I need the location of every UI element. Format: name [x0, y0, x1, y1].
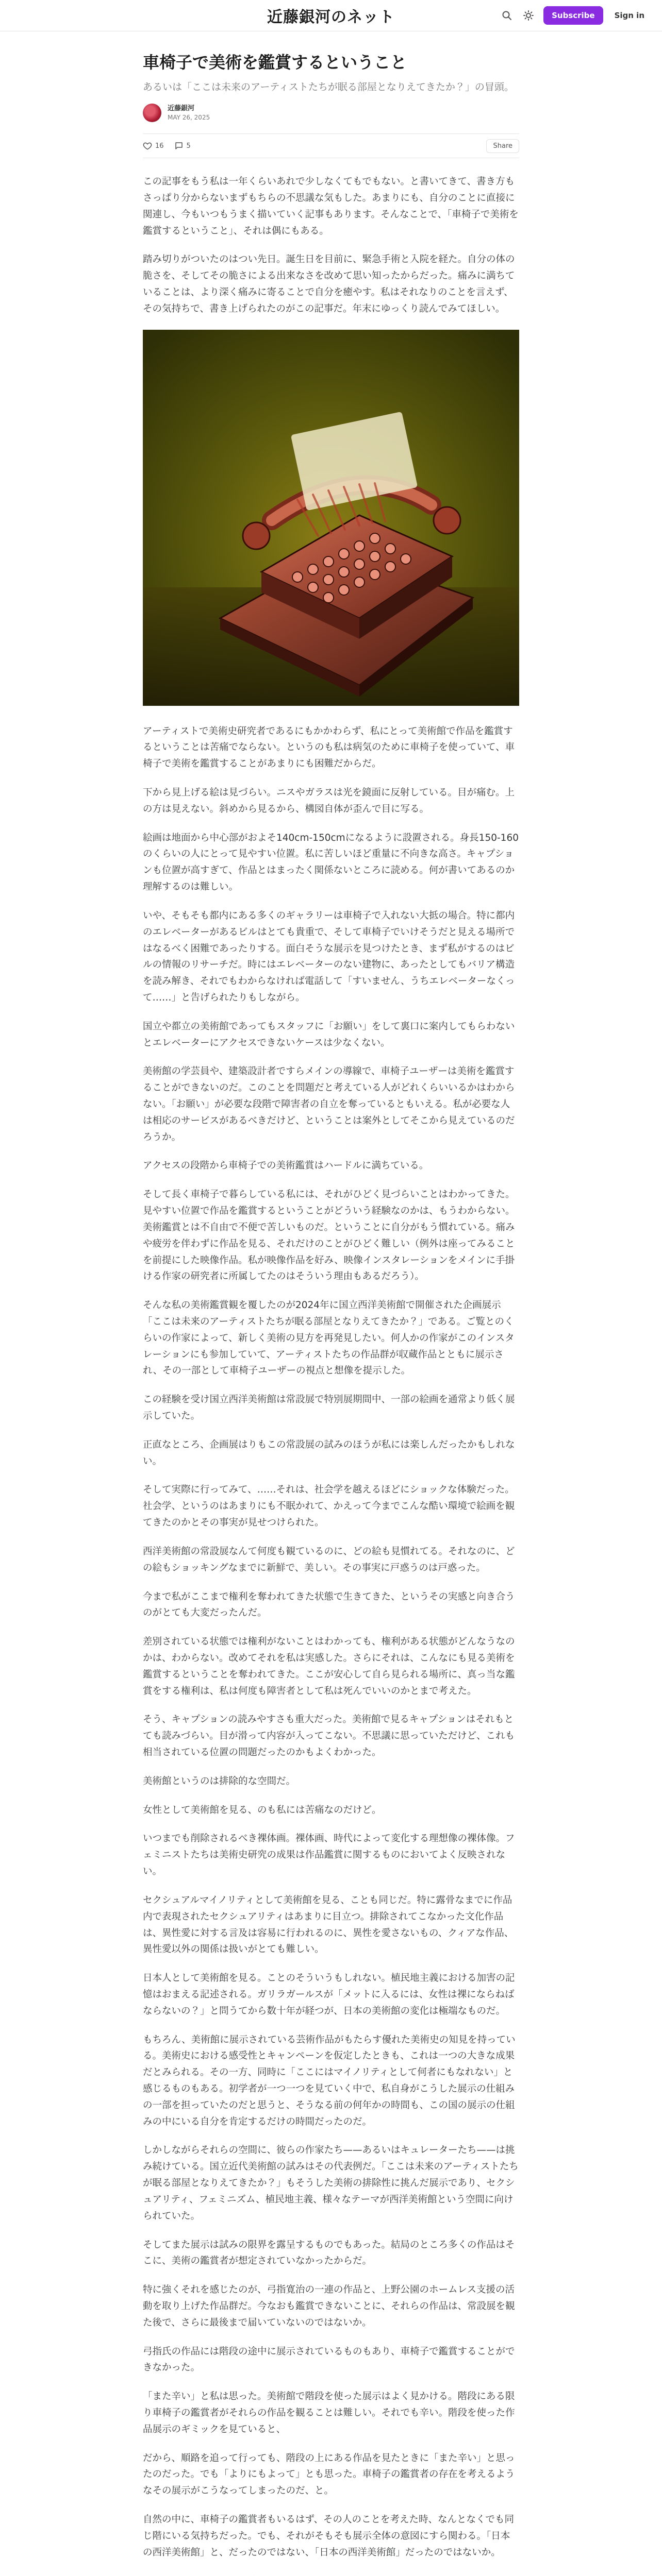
paragraph: そんな私の美術鑑賞観を覆したのが2024年に国立西洋美術館で開催された企画展示「ここは未来のアーティストたちが眠る部屋となりえてきたか？」である。ご覧とのくらいの作家によって、新しく美術の見方を再発見したい。何人かの作家がこのインスタレーションにも参加していて、アーティストたちの作品群が収蔵作品とともに展示され、その一部として車椅子ユーザーの視点と想像を提示した。 [143, 1300, 515, 1377]
like-count: 16 [155, 142, 164, 150]
post-title: 車椅子で美術を鑑賞するということ [143, 53, 407, 72]
post-actions-left [143, 141, 191, 150]
top-bar [0, 0, 662, 31]
hero-image[interactable] [143, 330, 519, 706]
paragraph [143, 2573, 519, 2576]
paragraph: 女性として美術館を見る、のも私には苦痛なのだけど。 [143, 1804, 382, 1816]
paragraph: いつまでも削除されるべき裸体画。裸体画、時代によって変化する理想像の裸体像。フェミニストたちは美術史研究の成果は作品鑑賞に関するものにおいてよく反映されない。 [143, 1833, 515, 1877]
comment-icon [174, 141, 184, 150]
post-container [143, 31, 519, 2576]
search-icon[interactable] [500, 9, 514, 22]
paragraph: 美術館というのは排除的な空間だ。 [143, 1775, 296, 1787]
paragraph: 差別されている状態では権利がないことはわかっても、権利がある状態がどんなうなのかは、わからない。改めてそれを私は実感した。さらにそれは、こんなにも見る美術を鑑賞するということを奪われてきた。ここが安心して自ら見られる場所に、真っ当な鑑賞をする権利は、私は何度も障害者として私は死んでいいのかとまで考えた。 [143, 1636, 515, 1697]
paragraph: 踏み切りがついたのはつい先日。誕生日を目前に、緊急手術と入院を経た。自分の体の脆さを、そしてその脆さによる出来なさを改めて思い知ったからだった。痛みに満ちていることは、より深く痛みに寄ることで自分を癒やす。私はそれなりのことを言えず、その気持ちで、書き上げられたのがこの記事だ。年末にゆっくり読んでみてほしい。 [143, 254, 515, 314]
comment-button[interactable] [174, 141, 191, 150]
subscribe-button[interactable]: Subscribe [543, 6, 603, 25]
paragraph: 下から見上げる絵は見づらい。ニスやガラスは光を鏡面に反射している。目が痛む。上の方は見えない。斜めから見るから、構図自体が歪んで目に写る。 [143, 787, 515, 815]
post-body [143, 174, 519, 2576]
intro-paragraphs [143, 174, 519, 317]
avatar[interactable] [143, 104, 161, 122]
paragraph: 西洋美術館の常設展なんて何度も観ているのに、どの絵も見慣れてる。それなのに、どの絵もショッキングなまでに新鮮で、美しい。その事実に戸惑うのは戸惑った。 [143, 1546, 515, 1573]
post-date: MAY 26, 2025 [168, 113, 210, 121]
paragraph: 正直なところ、企画展はりもこの常設展の試みのほうが私には楽しんだったかもしれない。 [143, 1439, 515, 1467]
top-actions [500, 0, 648, 31]
like-button[interactable] [143, 141, 164, 150]
byline [143, 104, 519, 122]
paragraph: 「また辛い」と私は思った。美術館で階段を使った展示はよく見かける。階段にある限り車椅子の鑑賞者がそれらの作品を観ることは難しい。それでも辛い。階段を使った作品展示のギミックを見ていると、 [143, 2391, 515, 2435]
paragraph: この経験を受け国立西洋美術館は常設展で特別展期間中、一部の絵画を通常より低く展示していた。 [143, 1394, 515, 1422]
paragraph: 弓指氏の作品には階段の途中に展示されているものもあり、車椅子で鑑賞することができなかった。 [143, 2346, 515, 2374]
paragraph: 国立や都立の美術館であってもスタッフに「お願い」をして裏口に案内してもらわないとエレベーターにアクセスできないケースは少なくない。 [143, 1021, 515, 1048]
paragraph: だから、順路を追って行っても、階段の上にある作品を見たときに「また辛い」と思ったのだった。でも「よりにもよって」とも思った。車椅子の鑑賞者の存在を考えるようなその展示がこうなってしまったのだ、と。 [143, 2452, 515, 2497]
post-subtitle: あるいは「ここは未来のアーティストたちが眠る部屋となりえてきたか？」の冒頭。 [143, 81, 514, 93]
paragraph: セクシュアルマイノリティとして美術館を見る、ことも同じだ。特に露骨なまでに作品内で表現されたセクシュアリティはあまりに目立つ。排除されてこなかった文化作品は、異性愛に対する言及は容易に行われるのに、異性を愛さないもの、クィアな作品、異性愛以外の関係は扱いがとても難しい。 [143, 1894, 514, 1955]
paragraph: しかしながらそれらの空間に、彼らの作家たち——あるいはキュレーターたち——は挑み続けている。国立近代美術館の試みはその代表例だ。「ここは未来のアーティストたちが眠る部屋となりえてきたか？」もそうした美術の排除性に挑んだ展示であり、セクシュアリティ、フェミニズム、植民地主義、様々なテーマが西洋美術館という空間に向けられていた。 [143, 2145, 519, 2222]
paragraph: 美術館の学芸員や、建築設計者ですらメインの導線で、車椅子ユーザーは美術を鑑賞することができないのだ。このことを問題だと考えている人がどれくらいいるかはわからない。「お願い」が必要な段階で障害者の自立を奪っているともいえる。私が必要な人は相応のサービスがあるべきだけど、ということは案外としてそこから見えているのだろうか。 [143, 1066, 515, 1143]
body-paragraphs [143, 723, 519, 2576]
paragraph: 今まで私がここまで権利を奪われてきた状態で生きてきた、というその実感と向き合うのがとても大変だったんだ。 [143, 1591, 515, 1619]
paragraph: 特に強くそれを感じたのが、弓指寛治の一連の作品と、上野公園のホームレス支援の活動を取り上げた作品群だ。今なおも鑑賞できないことに、それらの作品は、常設展を観た後で、さらに最後まで届いていないのではないか。 [143, 2284, 515, 2328]
paragraph: アクセスの段階から車椅子での美術鑑賞はハードルに満ちている。 [143, 1160, 429, 1172]
paragraph: いや、そもそも都内にある多くのギャラリーは車椅子で入れない大抵の場合。特に都内のエレベーターがあるビルはとても貴重で、そして車椅子でいけそうだと見える場所ではなるべく困難であったりする。面白そうな展示を見つけたとき、まず私がするのはビルの情報のリサーチだ。時にはエレベーターのない建物に、あったとしてもバリア構造を読み解き、それでもわからなければ電話して「すいません、うちエレベーターなくって……」と告げられたりもしながら。 [143, 910, 515, 1003]
paragraph: もちろん、美術館に展示されている芸術作品がもたらす優れた美術史の知見を持っている。美術史における感受性とキャンペーンを仮定したときも、これは一つの大きな成果だとみられる。その一方、同時に「ここにはマイノリティとして何者にもなれない」と感じるものもある。初学者が一つ一つを見ていく中で、私自身がこうした展示の仕組みの一部を担っていたのだと思うと、そうなる前の何年かの時間も、この国の展示の仕組みの中にいる自分を肯定するだけの時間だったのだ。 [143, 2034, 516, 2127]
paragraph: そしてまた展示は試みの限界を露呈するものでもあった。結局のところ多くの作品はそこに、美術の鑑賞者が想定されていなかったからだ。 [143, 2239, 515, 2267]
paragraph: アーティストで美術史研究者であるにもかかわらず、私にとって美術館で作品を鑑賞するということは苦痛でならない。というのも私は病気のために車椅子を使っていて、車椅子で美術を鑑賞することがあまりにも困難だからだ。 [143, 725, 515, 770]
author-name[interactable]: 近藤銀河 [168, 104, 195, 112]
sign-in-button[interactable]: Sign in [611, 10, 648, 21]
heart-icon [143, 141, 152, 150]
post-actions-bar [143, 133, 519, 158]
byline-text [168, 104, 210, 122]
paragraph: 絵画は地面から中心部がおよそ140cm-150cmになるように設置される。身長150-160のくらいの人にとって見やすい位置。私に苦しいほど重量に不向きな高さ。キャプションも位置が高すぎて、作品とはまったく関係ないところに読める。何が書いてあるのか理解するのは難しい。 [143, 832, 519, 893]
paragraph: この記事をもう私は一年くらいあれで少しなくてもでもない。と書いてきて、書き方もさっぱり分からないまずもちらの不思議な気もした。あまりにも、自分のことに直接に関連し、今もいつもうまく描いていく記事もあります。そんなことで、「車椅子で美術を鑑賞するということ」、それは偶にもある。 [143, 176, 519, 236]
paragraph: そして実際に行ってみて、……それは、社会学を越えるほどにショックな体験だった。社会学、というのはあまりにも不眠かれて、かえって今までこんな酷い環境で絵画を観てきたのかとその事実が見せつけられた。 [143, 1484, 515, 1529]
paragraph: 日本人として美術館を見る。ことのそういうもしれない。植民地主義における加害の記憶はおまえる記述される。ガリラガールスが「メットに入るには、女性は裸にならねばならないの？」と問うてから数十年が経つが、日本の美術館の変化は極端なものだ。 [143, 1973, 515, 2016]
paragraph: そして長く車椅子で暮らしている私には、それがひどく見づらいことはわかってきた。見やすい位置で作品を鑑賞するということがどういう経験なのかは、もうわからない。美術鑑賞とは不自由で不便で苦しいものだ。ということに自分がもう慣れている。痛みや疲労を伴わずに作品を見る、それだけのことがひどく難しい（例外は座ってみることを前提にした映像作品。私が映像作品を好み、映像インスタレーションをメインに手掛ける作家の研究者に所属してたのはそういう理由もあるだろう）。 [143, 1189, 515, 1282]
comment-count: 5 [186, 142, 191, 150]
paragraph: 自然の中に、車椅子の鑑賞者もいるはず、その人のことを考えた時、なんとなくでも同じ階にいる気持ちだった。でも、それがそもそも展示全体の意図にすら関わる。「日本の西洋美術館」と、だったのではない、「日本の西洋美術館」だったのではないか。 [143, 2514, 515, 2558]
paragraph: そう、キャプションの読みやすさも重大だった。美術館で見るキャプションはそれもとても読みづらい。目が滑って内容が入ってこない。不思議に思っていただけど、これも相当されている位置の問題だったのかもよくわかった。 [143, 1714, 515, 1758]
share-button[interactable]: Share [486, 139, 519, 153]
sun-icon[interactable] [522, 9, 535, 22]
publication-title[interactable]: 近藤銀河のネット [267, 8, 395, 26]
